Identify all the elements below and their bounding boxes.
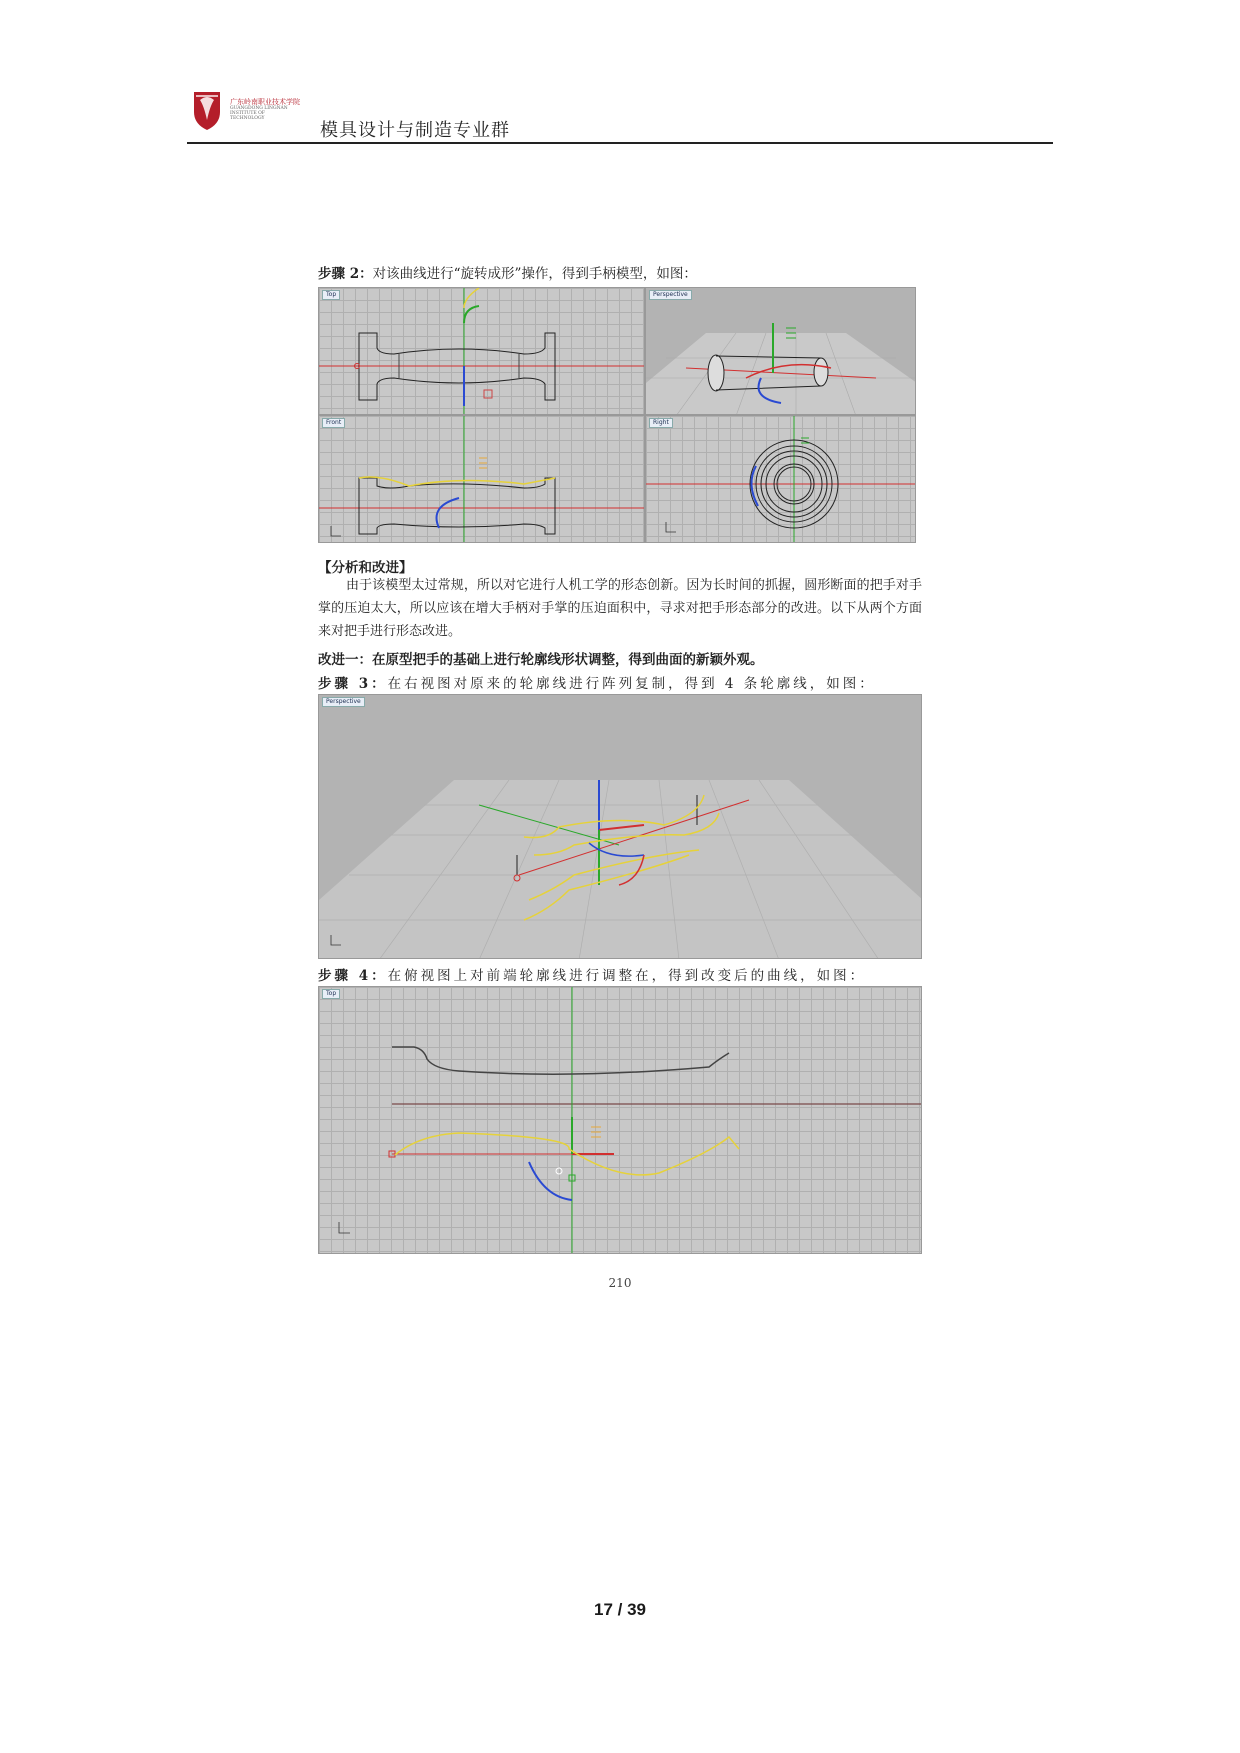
- handle-right-drawing: [646, 416, 916, 543]
- inner-page-number: 210: [608, 1276, 632, 1290]
- school-name-en: GUANGDONG LINGNAN INSTITUTE OF TECHNOLOGY: [230, 106, 288, 121]
- page-header-title: 模具设计与制造专业群: [320, 120, 510, 141]
- viewport-front: [318, 415, 645, 543]
- header-rule: [187, 142, 1053, 144]
- curves-perspective-drawing: [319, 695, 922, 959]
- analysis-heading: 【分析和改进】: [318, 560, 413, 576]
- step3-label: 步骤 3：: [318, 676, 388, 692]
- curves-top-drawing: [319, 987, 922, 1254]
- viewport-top-label: Top: [322, 290, 340, 300]
- viewport-perspective: [645, 287, 916, 415]
- viewport-right: [645, 415, 916, 543]
- handle-front-drawing: [319, 416, 645, 543]
- step4-label: 步骤 4：: [318, 968, 388, 984]
- viewport-perspective-step3-label: Perspective: [322, 697, 365, 707]
- improvement-one: 改进一：在原型把手的基础上进行轮廓线形状调整，得到曲面的新颖外观。: [318, 652, 764, 668]
- viewport-perspective-step3: [318, 694, 922, 959]
- analysis-paragraph: 由于该模型太过常规，所以对它进行人机工学的形态创新。因为长时间的抓握，圆形断面的把手对手掌的压迫太大，所以应该在增大手柄对手掌的压迫面积中，寻求对把手形态部分的改进。以下从两个方面来对把手进行形态改进。: [318, 578, 922, 639]
- viewport-front-label: Front: [322, 418, 345, 428]
- viewport-right-label: Right: [649, 418, 673, 428]
- step3-text: 在右视图对原来的轮廓线进行阵列复制，得到 4 条轮廓线，如图：: [387, 676, 876, 692]
- viewport-top: [318, 287, 645, 415]
- viewport-perspective-label: Perspective: [649, 290, 692, 300]
- viewport-top-step4-label: Top: [322, 989, 340, 999]
- step2-line: [318, 262, 697, 282]
- step2-text: 对该曲线进行“旋转成形”操作，得到手柄模型，如图：: [372, 266, 697, 282]
- school-logo: [192, 90, 222, 132]
- handle-perspective-drawing: [646, 288, 916, 415]
- document-page-counter: 17 / 39: [594, 1600, 646, 1619]
- step4-line: [318, 964, 866, 984]
- school-name-cn: 广东岭南职业技术学院: [230, 98, 300, 106]
- viewport-top-step4: [318, 986, 922, 1254]
- step2-label: 步骤 2：: [318, 266, 373, 282]
- step4-text: 在俯视图上对前端轮廓线进行调整在，得到改变后的曲线，如图：: [387, 968, 867, 984]
- handle-top-drawing: [319, 288, 645, 415]
- step3-line: [318, 672, 876, 692]
